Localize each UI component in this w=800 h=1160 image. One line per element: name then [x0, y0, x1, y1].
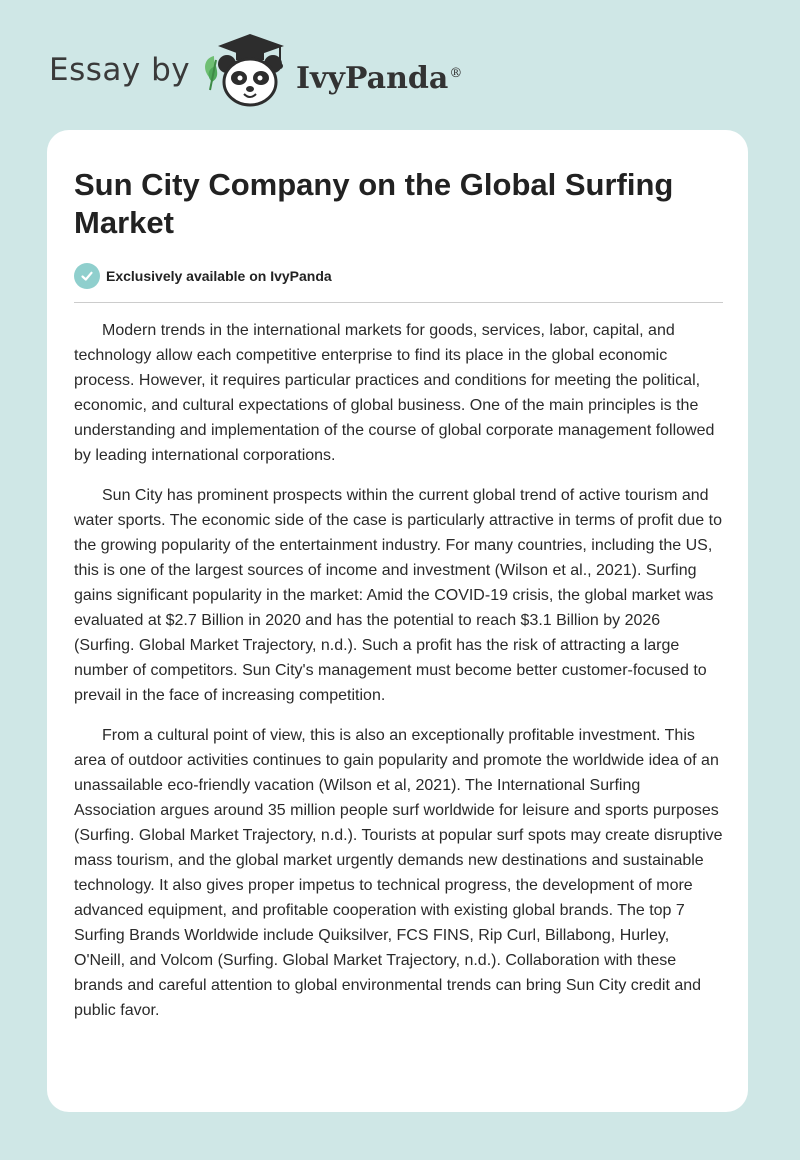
paragraph: From a cultural point of view, this is also an exceptionally profitable investment. This area of outdoor activities continues to gain popularity and promote the worldwide idea of an unassailable eco-friendly vacation (Wilson et al, 2021). The International Surfing Association argues around 35 million people surf worldwide for leisure and sports purposes (Surfing. Global Market Trajectory, n.d.). Tourists at popular surf spots may create disruptive mass tourism, and the global market urgently demands new destinations and sustainable technology. It also gives proper impetus to technical progress, the development of more advanced equipment, and profitable cooperation with existing global brands. The top 7 Surfing Brands Worldwide include Quiksilver, FCS FINS, Rip Curl, Billabong, Hurley, O'Neill, and Volcom (Surfing. Global Market Trajectory, n.d.). Collaboration with these brands and careful attention to global environmental trends can bring Sun City credit and public favor.	[74, 727, 723, 1019]
essay-title: Sun City Company on the Global Surfing Market	[74, 167, 674, 240]
exclusive-badge	[74, 263, 332, 289]
title-divider	[74, 302, 723, 303]
ivypanda-brand-name[interactable]	[296, 54, 462, 99]
essay-body	[74, 318, 723, 1038]
paragraph: Modern trends in the international markets for goods, services, labor, capital, and technology allow each competitive enterprise to find its place in the global economic process. However, it requires particular practices and conditions for meeting the political, economic, and cultural expectations of global business. One of the main principles is the understanding and implementation of the course of global corporate management followed by leading international corporations.	[74, 322, 715, 464]
brand-name-text: IvyPanda	[296, 61, 449, 96]
essay-by-label: Essay by	[49, 52, 191, 88]
paragraph: Sun City has prominent prospects within the current global trend of active tourism and water sports. The economic side of the case is particularly attractive in terms of profit due to the growing popularity of the entertainment industry. For many countries, including the US, this is one of the largest sources of income and investment (Wilson et al., 2021). Surfing gains significant popularity in the market: Amid the COVID-19 crisis, the global market was evaluated at $2.7 Billion in 2020 and has the potential to reach $3.1 Billion by 2026 (Surfing. Global Market Trajectory, n.d.). Such a profit has the risk of attracting a large number of competitors. Sun City's management must become better customer-focused to prevail in the face of increasing competition.	[74, 487, 722, 704]
site-header	[0, 0, 800, 130]
registered-mark: ®	[449, 66, 463, 81]
essay-card	[47, 130, 748, 1112]
panda-graduate-icon	[200, 30, 295, 110]
exclusive-badge-label: Exclusively available on IvyPanda	[106, 268, 332, 284]
check-icon	[74, 263, 100, 289]
